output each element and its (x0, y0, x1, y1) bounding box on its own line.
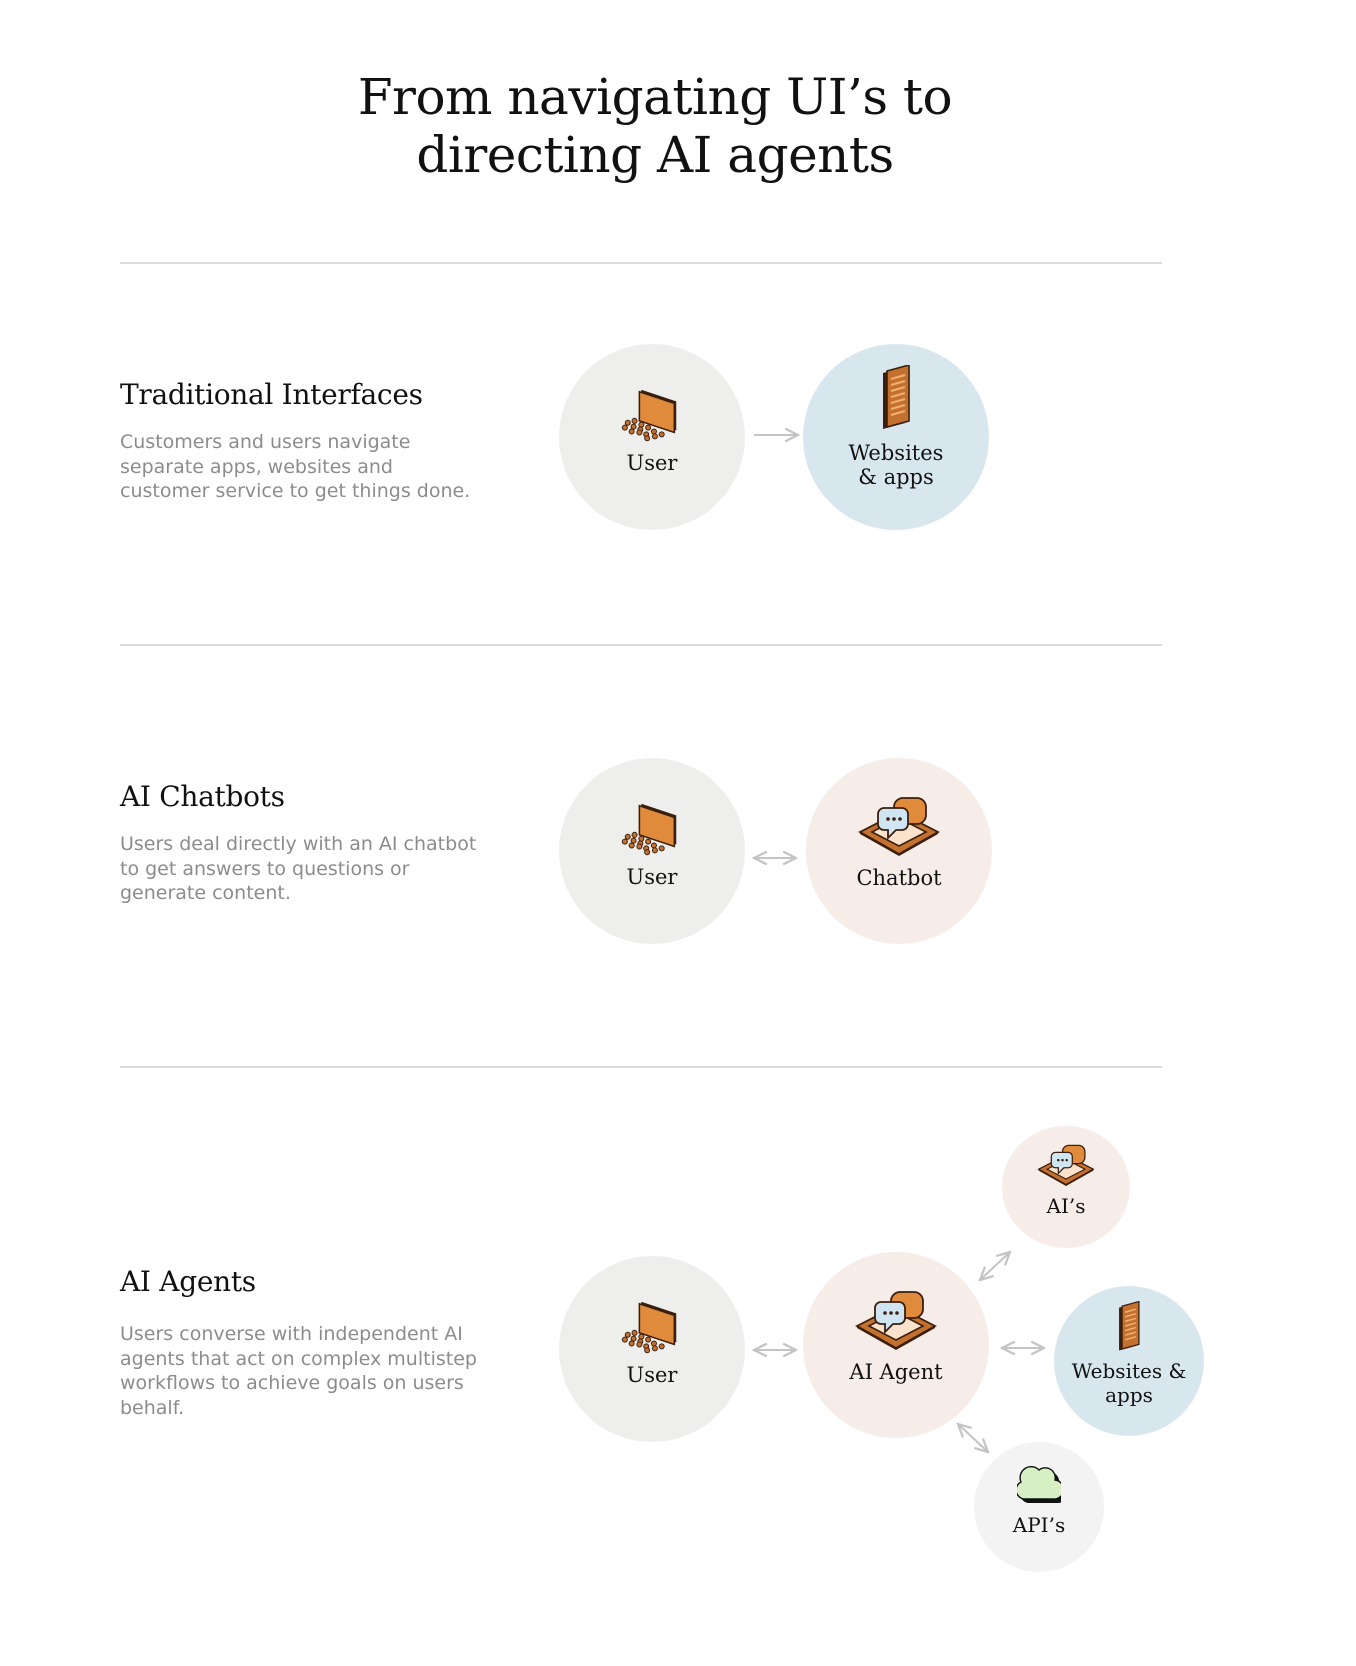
section-heading-agents: AI Agents (120, 1265, 256, 1298)
divider-middle (120, 644, 1162, 646)
one-way-arrow (752, 425, 802, 445)
section-heading-traditional: Traditional Interfaces (120, 378, 423, 411)
node-ai-agent (803, 1252, 989, 1438)
page-title-line-2: directing AI agents (416, 126, 894, 184)
node-label: API’s (1012, 1513, 1066, 1537)
node-user-chatbots (559, 758, 745, 944)
door-icon (1116, 1301, 1142, 1351)
two-way-arrow (976, 1248, 1016, 1284)
laptop-icon (620, 1299, 684, 1355)
node-label: User (626, 865, 678, 889)
node-label: User (626, 451, 678, 475)
chat-bubble-icon (855, 1290, 937, 1350)
two-way-arrow (954, 1420, 994, 1458)
node-label: Websites & apps (1071, 1359, 1187, 1407)
cloud-icon (1017, 1463, 1061, 1507)
chat-bubble-icon (858, 796, 940, 856)
divider-bottom (120, 1066, 1162, 1068)
node-label: Chatbot (856, 866, 942, 890)
two-way-arrow (750, 848, 800, 868)
node-websites-traditional (803, 344, 989, 530)
node-ais (1002, 1126, 1130, 1248)
section-heading-chatbots: AI Chatbots (120, 780, 285, 813)
two-way-arrow (998, 1338, 1048, 1358)
laptop-icon (620, 387, 684, 443)
node-user-agents (559, 1256, 745, 1442)
node-label: AI’s (1046, 1194, 1086, 1218)
node-label: AI Agent (849, 1360, 943, 1384)
chat-bubble-icon (1037, 1144, 1095, 1186)
node-label: Websites & apps (848, 441, 944, 489)
page-title-line-1: From navigating UI’s to (357, 68, 953, 126)
section-description-agents: Users converse with independent AI agents that act on complex multistep workflows to achieve goals on users behalf. (120, 1323, 477, 1419)
node-chatbot (806, 758, 992, 944)
divider-top (120, 262, 1162, 264)
node-label: User (626, 1363, 678, 1387)
node-apis (974, 1442, 1104, 1572)
node-user-traditional (559, 344, 745, 530)
two-way-arrow (750, 1340, 800, 1360)
node-websites-agents (1054, 1286, 1204, 1436)
section-description-chatbots: Users deal directly with an AI chatbot to get answers to questions or generate content. (120, 833, 477, 904)
section-description-traditional: Customers and users navigate separate apps, websites and customer service to get things done. (120, 431, 471, 502)
door-icon (879, 365, 913, 429)
laptop-icon (620, 801, 684, 857)
page-title (0, 68, 1310, 184)
